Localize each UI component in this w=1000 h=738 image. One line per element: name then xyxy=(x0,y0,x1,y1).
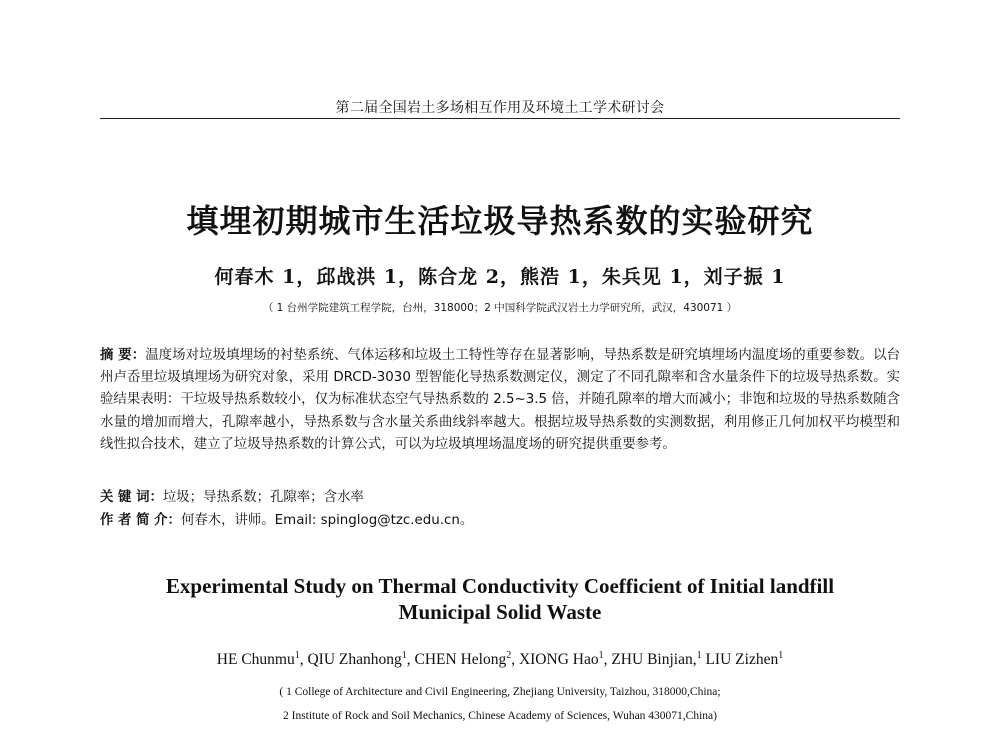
header-rule xyxy=(100,118,900,119)
english-title xyxy=(0,573,1000,625)
english-title-line-2: Municipal Solid Waste xyxy=(398,600,602,624)
abstract-text: 温度场对垃圾填埋场的衬垫系统、气体运移和垃圾土工特性等存在显著影响，导热系数是研究填埋场内温度场的重要参数。以台州卢岙里垃圾填埋场为研究对象，采用 DRCD-3030 型智能化导热系数测定仪，测定了不同孔隙率和含水量条件下的垃圾导热系数。实验结果表明：干垃圾导热系数较小，仅为标准状态空气导热系数的 2.5~3.5 倍，并随孔隙率的增大而减小；非饱和垃圾的导热系数随含水量的增加而增大，孔隙率越小，导热系数与含水量关系曲线斜率越大。根据垃圾导热系数的实测数据，利用修正几何加权平均模型和线性拟合技术，建立了垃圾导热系数的计算公式，可以为垃圾填埋场温度场的研究提供重要参考。 xyxy=(100,348,900,452)
english-author: QIU Zhanhong$^1$, xyxy=(307,650,415,669)
author-intro-label: 作 者 简 介： xyxy=(100,513,181,528)
chinese-authors: 何春木 1，邱战洪 1，陈合龙 2，熊浩 1，朱兵见 1，刘子振 1 xyxy=(214,266,786,288)
english-author: ZHU Binjian,$^1$ xyxy=(611,650,702,669)
english-authors xyxy=(0,650,1000,669)
keywords-text: 垃圾；导热系数；孔隙率；含水率 xyxy=(162,490,364,505)
english-author: LIU Zizhen$^1$ xyxy=(705,650,784,669)
abstract-label: 摘 要： xyxy=(100,348,146,363)
english-affiliation-1: ( 1 College of Architecture and Civil Engineering, Zhejiang University, Taizhou, 318000,China; xyxy=(279,686,721,698)
keywords-label: 关 键 词： xyxy=(100,490,163,505)
english-author: CHEN Helong$^2$, xyxy=(414,650,519,669)
english-author: HE Chunmu$^1$, xyxy=(216,650,308,669)
keywords xyxy=(100,487,900,509)
english-author: XIONG Hao$^1$, xyxy=(518,650,612,669)
running-header: 第二届全国岩土多场相互作用及环境土工学术研讨会 xyxy=(335,100,665,116)
english-title-line-1: Experimental Study on Thermal Conductivity Coefficient of Initial landfill xyxy=(165,574,835,598)
english-affiliation-2: 2 Institute of Rock and Soil Mechanics, Chinese Academy of Sciences, Wuhan 430071,China) xyxy=(282,710,717,722)
abstract xyxy=(100,345,900,456)
chinese-title: 填埋初期城市生活垃圾导热系数的实验研究 xyxy=(186,202,814,240)
author-intro-text: 何春木，讲师。Email: spinglog@tzc.edu.cn。 xyxy=(180,513,474,528)
chinese-affiliation: （ 1 台州学院建筑工程学院，台州，318000；2 中国科学院武汉岩土力学研究所，武汉，430071 ） xyxy=(262,302,738,314)
author-intro xyxy=(100,510,900,532)
